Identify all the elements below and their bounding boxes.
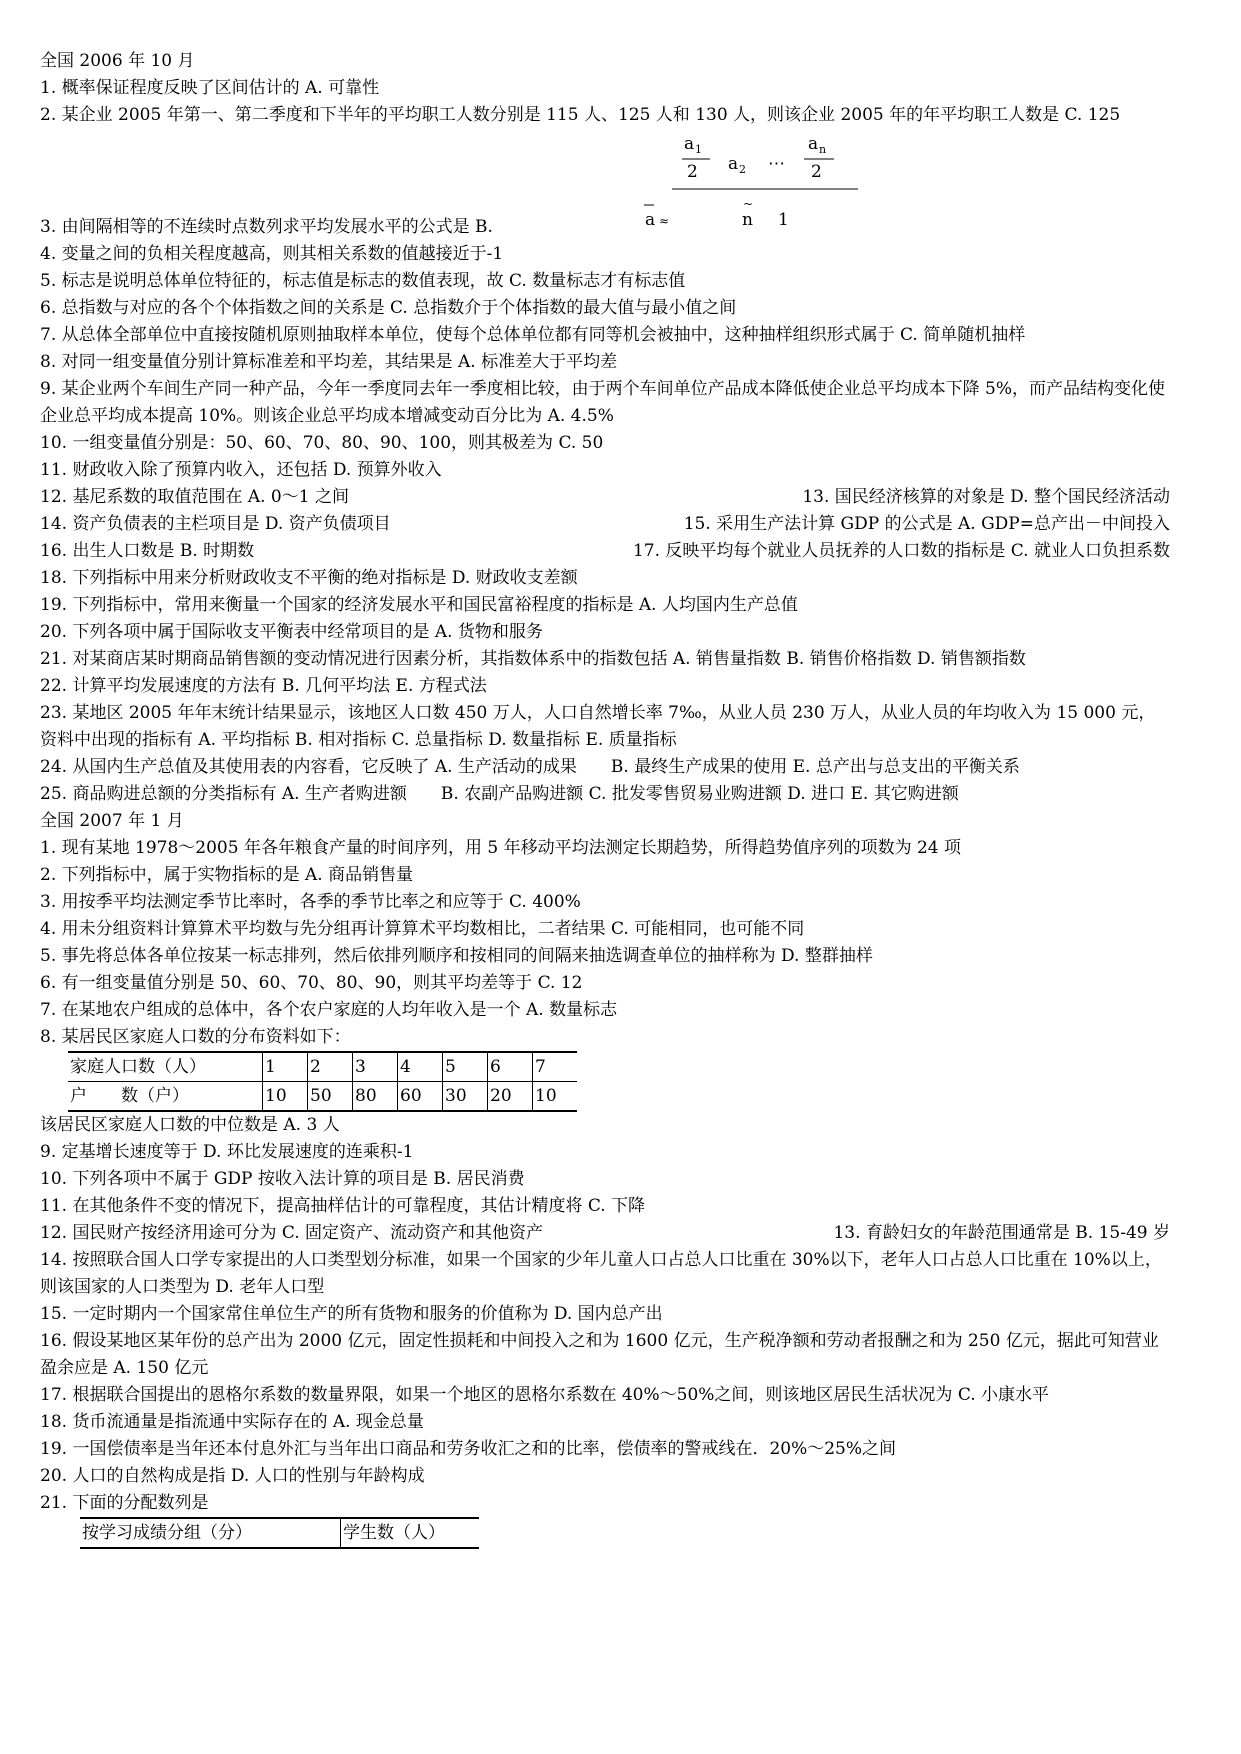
q-2007-11: 11. 在其他条件不变的情况下，提高抽样估计的可靠程度，其估计精度将 C. 下降 <box>40 1196 646 1216</box>
q-2006-11: 11. 财政收入除了预算内收入，还包括 D. 预算外收入 <box>40 460 442 480</box>
q-2006-4: 4. 变量之间的负相关程度越高，则其相关系数的值越接近于-1 <box>40 244 504 264</box>
q-2007-21: 21. 下面的分配数列是 <box>40 1493 209 1513</box>
household-size-table <box>68 1051 577 1112</box>
q-2006-15: 15. 采用生产法计算 GDP 的公式是 A. GDP=总产出－中间投入 <box>683 514 1170 534</box>
q-2006-10: 10. 一组变量值分别是：50、60、70、80、90、100，则其极差为 C. 50 <box>40 433 604 453</box>
document-page <box>40 48 1170 1549</box>
q-2007-12-13-row <box>40 1220 1170 1247</box>
table-cell: 10 <box>263 1082 308 1112</box>
q-2007-8: 8. 某居民区家庭人口数的分布资料如下： <box>40 1027 351 1047</box>
table-row-label: 户 数（户） <box>68 1082 263 1112</box>
q-2007-1: 1. 现有某地 1978～2005 年各年粮食产量的时间序列，用 5 年移动平均法测定长期趋势，所得趋势值序列的项数为 24 项 <box>40 838 962 858</box>
table-cell: 3 <box>353 1052 398 1082</box>
q-2006-9: 9. 某企业两个车间生产同一种产品，今年一季度同去年一季度相比较，由于两个车间单位产品成本降低使企业总平均成本下降 5%，而产品结构变化使企业总平均成本提高 10%。则该企业总平均成本增减变动百分比为 A. 4.5% <box>40 379 1165 426</box>
q-2007-20: 20. 人口的自然构成是指 D. 人口的性别与年龄构成 <box>40 1466 425 1486</box>
q-2006-21: 21. 对某商店某时期商品销售额的变动情况进行因素分析，其指数体系中的指数包括 A. 销售量指数 B. 销售价格指数 D. 销售额指数 <box>40 649 1026 669</box>
q-2006-5: 5. 标志是说明总体单位特征的，标志值是标志的数值表现，故 C. 数量标志才有标志值 <box>40 271 686 291</box>
q-2007-19: 19. 一国偿债率是当年还本付息外汇与当年出口商品和劳务收汇之和的比率，偿债率的警戒线在．20%～25%之间 <box>40 1439 897 1459</box>
table-cell: 2 <box>308 1052 353 1082</box>
table-row <box>68 1082 577 1112</box>
q-2007-14: 14. 按照联合国人口学专家提出的人口类型划分标准，如果一个国家的少年儿童人口占总人口比重在 30%以下，老年人口占总人口比重在 10%以上，则该国家的人口类型为 D. 老年人口型 <box>40 1250 1162 1297</box>
table-row <box>68 1052 577 1082</box>
q-2006-20: 20. 下列各项中属于国际收支平衡表中经常项目的是 A. 货物和服务 <box>40 622 543 642</box>
q-2007-16: 16. 假设某地区某年份的总产出为 2000 亿元，固定性损耗和中间投入之和为 1600 亿元，生产税净额和劳动者报酬之和为 250 亿元，据此可知营业盈余应是 A. 150 亿元 <box>40 1331 1159 1378</box>
formula-dots: ⋯ <box>768 154 785 174</box>
q-2007-9: 9. 定基增长速度等于 D. 环比发展速度的连乘积-1 <box>40 1142 414 1162</box>
q-2007-18: 18. 货币流通量是指流通中实际存在的 A. 现金总量 <box>40 1412 424 1432</box>
q-2007-5: 5. 事先将总体各单位按某一标志排列，然后依排列顺序和按相同的间隔来抽选调查单位的抽样称为 D. 整群抽样 <box>40 946 873 966</box>
table-cell: 5 <box>443 1052 488 1082</box>
formula-block <box>40 129 1170 241</box>
table-cell: 1 <box>263 1052 308 1082</box>
q-2006-24: 24. 从国内生产总值及其使用表的内容看，它反映了 A. 生产活动的成果 B. 最终生产成果的使用 E. 总产出与总支出的平衡关系 <box>40 757 1020 777</box>
table-cell: 80 <box>353 1082 398 1112</box>
section-title-2007: 全国 2007 年 1 月 <box>40 811 184 831</box>
q-2006-25: 25. 商品购进总额的分类指标有 A. 生产者购进额 B. 农副产品购进额 C. 批发零售贸易业购进额 D. 进口 E. 其它购进额 <box>40 784 959 804</box>
table-cell: 7 <box>533 1052 578 1082</box>
q-2007-13: 13. 育龄妇女的年龄范围通常是 B. 15-49 岁 <box>833 1223 1170 1243</box>
q-2006-2: 2. 某企业 2005 年第一、第二季度和下半年的平均职工人数分别是 115 人、125 人和 130 人，则该企业 2005 年的年平均职工人数是 C. 125 <box>40 105 1121 125</box>
formula-an: a <box>808 134 819 154</box>
q-2006-14-15-row <box>40 511 1170 538</box>
q-2006-3: 3. 由间隔相等的不连续时点数列求平均发展水平的公式是 B. <box>40 217 493 237</box>
q-2006-14: 14. 资产负债表的主栏项目是 D. 资产负债项目 <box>40 514 391 534</box>
table-cell: 20 <box>488 1082 533 1112</box>
average-formula <box>640 129 860 241</box>
q-2007-10: 10. 下列各项中不属于 GDP 按收入法计算的项目是 B. 居民消费 <box>40 1169 525 1189</box>
q-2006-7: 7. 从总体全部单位中直接按随机原则抽取样本单位，使每个总体单位都有同等机会被抽中，这种抽样组织形式属于 C. 简单随机抽样 <box>40 325 1026 345</box>
q-2007-4: 4. 用未分组资料计算算术平均数与先分组再计算算术平均数相比，二者结果 C. 可能相同，也可能不同 <box>40 919 805 939</box>
formula-one: 1 <box>778 210 789 230</box>
q-2006-12: 12. 基尼系数的取值范围在 A. 0～1 之间 <box>40 487 349 507</box>
q-2006-19: 19. 下列指标中，常用来衡量一个国家的经济发展水平和国民富裕程度的指标是 A. 人均国内生产总值 <box>40 595 798 615</box>
formula-tilde: ~ <box>743 197 754 211</box>
q-2006-18: 18. 下列指标中用来分析财政收支不平衡的绝对指标是 D. 财政收支差额 <box>40 568 578 588</box>
formula-two-1: 2 <box>687 162 698 182</box>
q-2007-12: 12. 国民财产按经济用途可分为 C. 固定资产、流动资产和其他资产 <box>40 1223 544 1243</box>
table-header-cell: 学生数（人） <box>341 1518 480 1548</box>
formula-two-2: 2 <box>811 162 822 182</box>
q-2006-13: 13. 国民经济核算的对象是 D. 整个国民经济活动 <box>802 487 1170 507</box>
q-2007-6: 6. 有一组变量值分别是 50、60、70、80、90，则其平均差等于 C. 12 <box>40 973 583 993</box>
table-cell: 50 <box>308 1082 353 1112</box>
section-title-2006: 全国 2006 年 10 月 <box>40 51 195 71</box>
q-2007-8-answer: 该居民区家庭人口数的中位数是 A. 3 人 <box>40 1115 340 1135</box>
q-2006-1: 1. 概率保证程度反映了区间估计的 A. 可靠性 <box>40 78 380 98</box>
q-2006-12-13-row <box>40 484 1170 511</box>
table-row <box>80 1518 479 1548</box>
formula-a2: a <box>728 154 739 174</box>
formula-a1: a <box>684 134 695 154</box>
q-2007-17: 17. 根据联合国提出的恩格尔系数的数量界限，如果一个地区的恩格尔系数在 40%～50%之间，则该地区居民生活状况为 C. 小康水平 <box>40 1385 1050 1405</box>
formula-subn: n <box>819 143 827 156</box>
score-distribution-table <box>80 1517 479 1549</box>
table-cell: 4 <box>398 1052 443 1082</box>
table-row-label: 家庭人口数（人） <box>68 1052 263 1082</box>
table-cell: 6 <box>488 1052 533 1082</box>
q-2007-7: 7. 在某地农户组成的总体中，各个农户家庭的人均年收入是一个 A. 数量标志 <box>40 1000 618 1020</box>
table-cell: 10 <box>533 1082 578 1112</box>
formula-approx: ≈ <box>659 214 670 228</box>
formula-sub2: 2 <box>739 163 746 176</box>
q-2006-17: 17. 反映平均每个就业人员抚养的人口数的指标是 C. 就业人口负担系数 <box>632 541 1170 561</box>
q-2007-2: 2. 下列指标中，属于实物指标的是 A. 商品销售量 <box>40 865 414 885</box>
formula-a-bar: a <box>645 210 656 230</box>
q-2006-8: 8. 对同一组变量值分别计算标准差和平均差，其结果是 A. 标准差大于平均差 <box>40 352 618 372</box>
q-2006-6: 6. 总指数与对应的各个个体指数之间的关系是 C. 总指数介于个体指数的最大值与最小值之间 <box>40 298 737 318</box>
q-2006-16-17-row <box>40 538 1170 565</box>
table-cell: 60 <box>398 1082 443 1112</box>
formula-n: n <box>742 210 753 230</box>
q-2007-3: 3. 用按季平均法测定季节比率时，各季的季节比率之和应等于 C. 400% <box>40 892 581 912</box>
table-cell: 30 <box>443 1082 488 1112</box>
q-2007-15: 15. 一定时期内一个国家常住单位生产的所有货物和服务的价值称为 D. 国内总产出 <box>40 1304 663 1324</box>
q-2006-16: 16. 出生人口数是 B. 时期数 <box>40 541 255 561</box>
q-2006-23: 23. 某地区 2005 年年末统计结果显示，该地区人口数 450 万人，人口自然增长率 7‰，从业人员 230 万人，从业人员的年均收入为 15 000 元，资料中出现的指标有 A. 平均指标 B. 相对指标 C. 总量指标 D. 数量指标 E. 质量指标 <box>40 703 1156 750</box>
table-header-cell: 按学习成绩分组（分） <box>82 1523 252 1543</box>
formula-sub1: 1 <box>695 143 702 156</box>
q-2006-22: 22. 计算平均发展速度的方法有 B. 几何平均法 E. 方程式法 <box>40 676 487 696</box>
